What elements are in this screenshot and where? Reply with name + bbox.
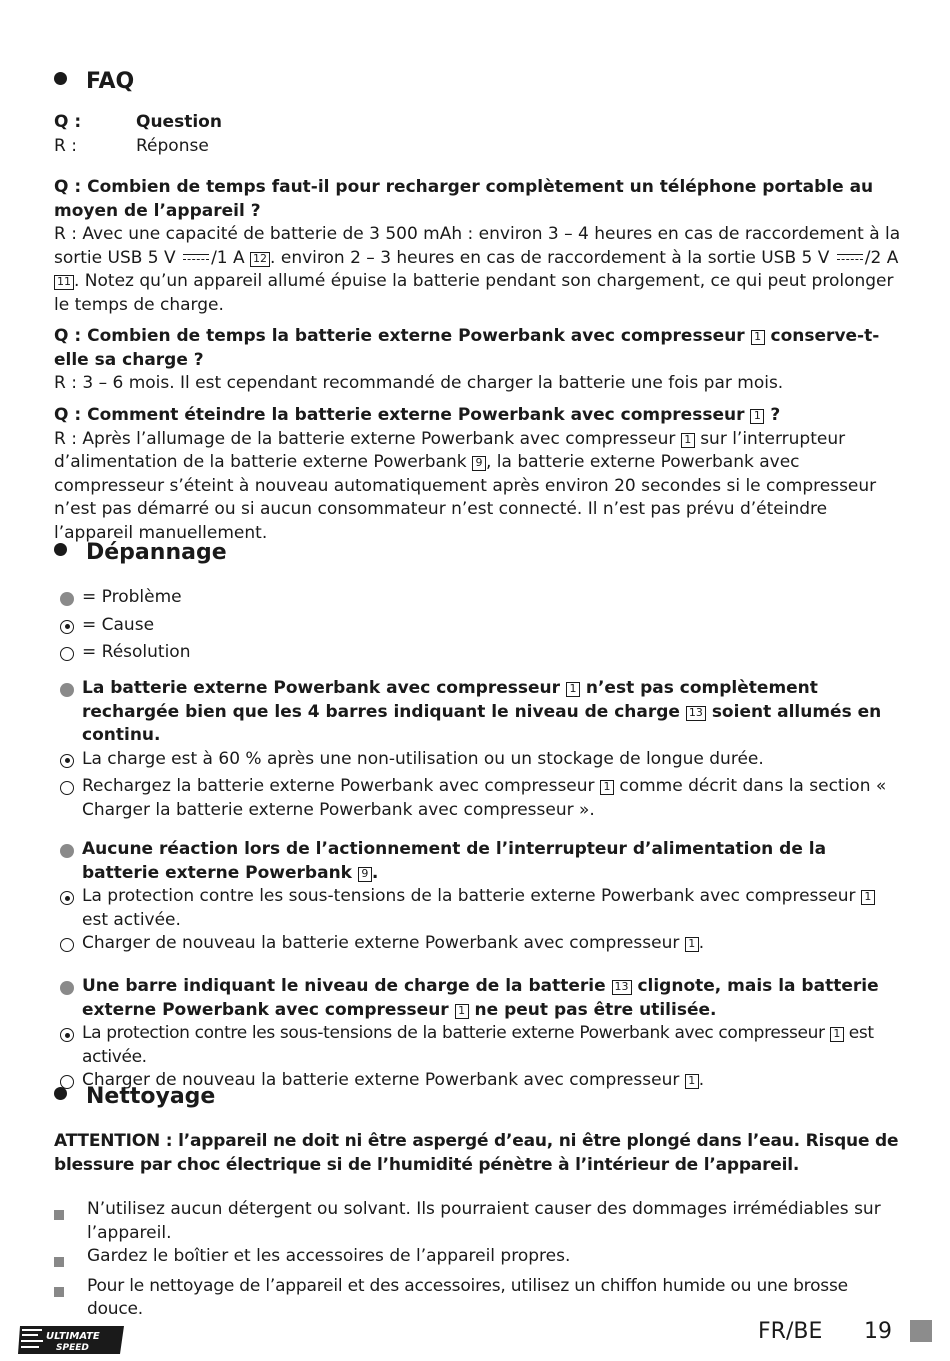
footer-language: FR/BE bbox=[758, 1319, 823, 1344]
qa-legend bbox=[54, 111, 902, 158]
ref-number: 1 bbox=[861, 890, 875, 905]
solution-open-circle-icon bbox=[60, 647, 74, 661]
square-bullet-icon bbox=[54, 1210, 64, 1220]
r-key: R : bbox=[54, 135, 77, 156]
q-label: Question bbox=[136, 112, 222, 132]
ref-number: 1 bbox=[685, 1074, 699, 1089]
cause-dot-circle-icon bbox=[60, 1028, 74, 1042]
ref-number: 1 bbox=[681, 433, 695, 448]
page-marker-square-icon bbox=[910, 1320, 932, 1342]
bullet-dot-icon bbox=[54, 72, 67, 85]
square-bullet-icon bbox=[54, 1257, 64, 1267]
solution-open-circle-icon bbox=[60, 781, 74, 795]
ref-number: 1 bbox=[685, 937, 699, 952]
ref-number: 13 bbox=[612, 980, 632, 995]
problem-filled-circle-icon bbox=[60, 981, 74, 995]
ref-number: 1 bbox=[751, 330, 765, 345]
trouble-item-2 bbox=[54, 838, 902, 960]
list-item: N’utilisez aucun détergent ou solvant. Ils pourraient causer des dommages irrémédiables sur l’appareil. bbox=[54, 1198, 902, 1245]
trouble-item-1 bbox=[54, 677, 902, 822]
solution-open-circle-icon bbox=[60, 938, 74, 952]
list-item: Gardez le boîtier et les accessoires de l’appareil propres. bbox=[54, 1245, 902, 1275]
ref-number: 1 bbox=[455, 1004, 469, 1019]
solution-text: Rechargez la batterie externe Powerbank avec compresseur 1 comme décrit dans la section « Charger la batterie externe Powerbank avec compresseur ». bbox=[82, 776, 887, 820]
ref-number: 1 bbox=[600, 780, 614, 795]
faq-question: Q : Comment éteindre la batterie externe Powerbank avec compresseur 1 ? bbox=[54, 405, 781, 425]
faq-item-1 bbox=[54, 176, 902, 317]
problem-text: La batterie externe Powerbank avec compresseur 1 n’est pas complètement rechargée bien que les 4 barres indiquant le niveau de charge 13 soient allumés en continu. bbox=[82, 678, 882, 745]
svg-text:SPEED: SPEED bbox=[56, 1343, 89, 1353]
list-item: Pour le nettoyage de l’appareil et des accessoires, utilisez un chiffon humide ou une brosse douce. bbox=[54, 1275, 902, 1322]
faq-answer: R : Après l’allumage de la batterie externe Powerbank avec compresseur 1 sur l’interrupteur d’alimentation de la batterie externe Powerbank 9 , la batterie externe Powerbank avec compresseur s’éteint à nouveau automatiquement après environ 20 secondes si le compresseur n’est pas démarré ou si aucun consommateur n’est connecté. Il n’est pas prévu d’éteindre l’appareil manuellement. bbox=[54, 428, 877, 543]
ultimate-speed-logo bbox=[18, 1322, 126, 1358]
q-key: Q : bbox=[54, 112, 82, 132]
section-heading-faq: FAQ bbox=[54, 68, 134, 96]
svg-text:ULTIMATE: ULTIMATE bbox=[46, 1331, 100, 1342]
cause-dot-circle-icon bbox=[60, 754, 74, 768]
solution-text: Charger de nouveau la batterie externe Powerbank avec compresseur 1 . bbox=[82, 1070, 705, 1090]
problem-text: Une barre indiquant le niveau de charge de la batterie 13 clignote, mais la batterie externe Powerbank avec compresseur 1 ne peut pas être utilisée. bbox=[82, 976, 879, 1020]
r-label: Réponse bbox=[136, 135, 209, 156]
ref-number: 1 bbox=[750, 409, 764, 424]
ref-number: 9 bbox=[358, 867, 372, 882]
cause-text: La charge est à 60 % après une non-utilisation ou un stockage de longue durée. bbox=[82, 748, 764, 769]
square-bullet-icon bbox=[54, 1287, 64, 1297]
faq-item-3 bbox=[54, 404, 902, 545]
cause-dot-circle-icon bbox=[60, 620, 74, 634]
problem-filled-circle-icon bbox=[60, 592, 74, 606]
page-number: 19 bbox=[864, 1319, 892, 1344]
faq-answer: R : Avec une capacité de batterie de 3 500 mAh : environ 3 – 4 heures en cas de raccordement à la sortie USB 5 V /1 A 12 . environ 2 – 3 heures en cas de raccordement à la sortie USB 5 V /2 A 11 . Notez qu’un appareil allumé épuise la batterie pendant son chargement, ce qui peut prolonger le temps de charge. bbox=[54, 224, 901, 315]
cause-text: La protection contre les sous-tensions de la batterie externe Powerbank avec compresseur 1 est activée. bbox=[82, 1023, 874, 1067]
faq-item-2 bbox=[54, 325, 902, 396]
trouble-item-3 bbox=[54, 975, 902, 1097]
bullet-dot-icon bbox=[54, 543, 67, 556]
cleaning-bullets bbox=[54, 1198, 902, 1322]
section-heading-depannage: Dépannage bbox=[54, 539, 227, 567]
bullet-dot-icon bbox=[54, 1087, 67, 1100]
section-heading-nettoyage: Nettoyage bbox=[54, 1083, 215, 1111]
ref-number: 13 bbox=[686, 706, 706, 721]
faq-question: Q : Combien de temps faut-il pour recharger complètement un téléphone portable au moyen de l’appareil ? bbox=[54, 177, 874, 221]
cause-text: La protection contre les sous-tensions de la batterie externe Powerbank avec compresseur 1 est activée. bbox=[82, 885, 902, 932]
cause-dot-circle-icon bbox=[60, 891, 74, 905]
ref-number: 9 bbox=[472, 456, 486, 471]
ref-number: 12 bbox=[250, 252, 270, 267]
problem-filled-circle-icon bbox=[60, 683, 74, 697]
dc-symbol-icon bbox=[181, 254, 211, 262]
ref-number: 11 bbox=[54, 275, 74, 290]
dc-symbol-icon bbox=[835, 254, 865, 262]
ref-number: 1 bbox=[830, 1027, 844, 1042]
symbol-legend: = Problème = Cause = Résolution bbox=[54, 586, 902, 669]
problem-filled-circle-icon bbox=[60, 844, 74, 858]
cleaning-warning: ATTENTION : l’appareil ne doit ni être aspergé d’eau, ni être plongé dans l’eau. Risque de blessure par choc électrique si de l’humidité pénètre à l’intérieur de l’appareil. bbox=[54, 1131, 899, 1175]
ref-number: 1 bbox=[566, 682, 580, 697]
problem-text: Aucune réaction lors de l’actionnement de l’interrupteur d’alimentation de la batterie externe Powerbank 9 . bbox=[82, 839, 827, 883]
solution-text: Charger de nouveau la batterie externe Powerbank avec compresseur 1 . bbox=[82, 933, 705, 953]
faq-answer: R : 3 – 6 mois. Il est cependant recommandé de charger la batterie une fois par mois. bbox=[54, 373, 784, 393]
faq-question: Q : Combien de temps la batterie externe Powerbank avec compresseur 1 conserve-t-elle sa charge ? bbox=[54, 326, 880, 370]
